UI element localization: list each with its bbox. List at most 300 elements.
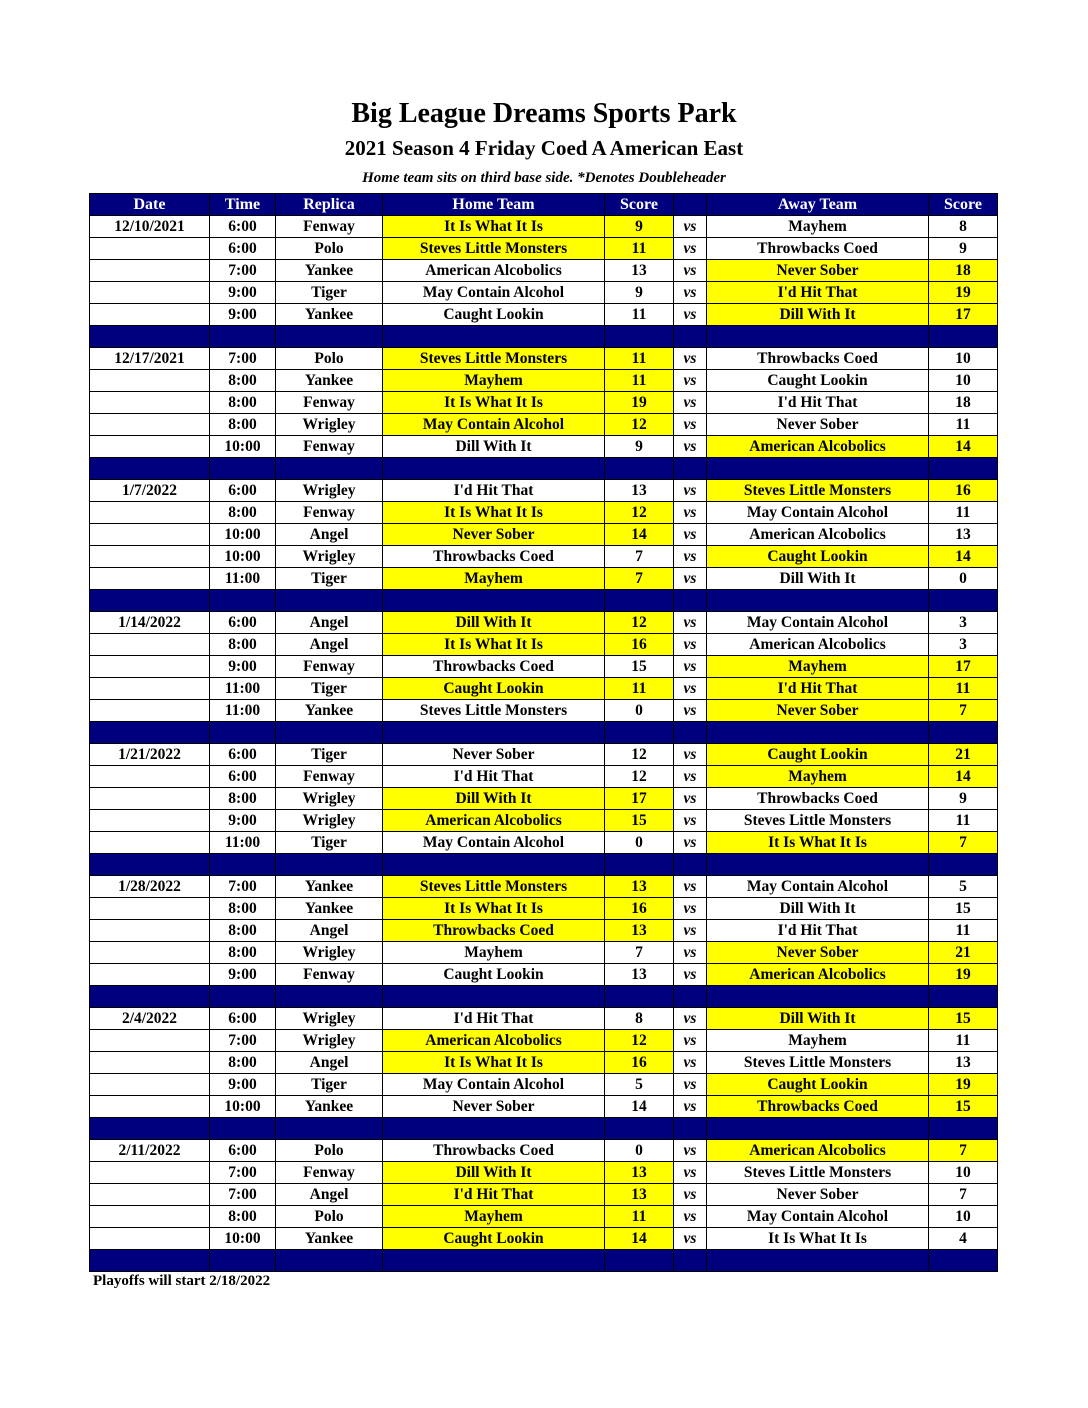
game-date xyxy=(90,370,210,392)
game-date xyxy=(90,1096,210,1118)
game-time: 8:00 xyxy=(210,942,276,964)
away-team: Throwbacks Coed xyxy=(707,348,929,370)
home-team: Steves Little Monsters xyxy=(383,348,605,370)
vs-label: vs xyxy=(674,238,707,260)
home-score: 11 xyxy=(605,238,674,260)
vs-label: vs xyxy=(674,634,707,656)
separator-cell xyxy=(707,590,929,612)
home-score: 15 xyxy=(605,656,674,678)
vs-label: vs xyxy=(674,1096,707,1118)
away-team: American Alcobolics xyxy=(707,524,929,546)
separator-cell xyxy=(605,458,674,480)
away-score: 10 xyxy=(929,1206,998,1228)
away-score: 15 xyxy=(929,898,998,920)
vs-label: vs xyxy=(674,370,707,392)
away-score: 9 xyxy=(929,788,998,810)
game-date xyxy=(90,238,210,260)
vs-label: vs xyxy=(674,788,707,810)
game-field: Angel xyxy=(276,1052,383,1074)
home-team: Dill With It xyxy=(383,788,605,810)
schedule-table xyxy=(89,193,998,1272)
home-team: Dill With It xyxy=(383,436,605,458)
home-team: American Alcobolics xyxy=(383,810,605,832)
game-field: Polo xyxy=(276,348,383,370)
game-field: Yankee xyxy=(276,1228,383,1250)
game-time: 6:00 xyxy=(210,1008,276,1030)
game-row xyxy=(90,1074,998,1096)
game-row xyxy=(90,1162,998,1184)
away-score: 16 xyxy=(929,480,998,502)
home-score: 14 xyxy=(605,1228,674,1250)
game-date: 1/21/2022 xyxy=(90,744,210,766)
game-time: 10:00 xyxy=(210,1096,276,1118)
vs-label: vs xyxy=(674,656,707,678)
away-team: Caught Lookin xyxy=(707,370,929,392)
home-score: 0 xyxy=(605,700,674,722)
away-score: 19 xyxy=(929,964,998,986)
separator-cell xyxy=(210,590,276,612)
separator-cell xyxy=(929,1250,998,1272)
game-row xyxy=(90,832,998,854)
game-date xyxy=(90,1162,210,1184)
game-row xyxy=(90,898,998,920)
game-row xyxy=(90,260,998,282)
away-score: 11 xyxy=(929,920,998,942)
away-team: American Alcobolics xyxy=(707,964,929,986)
home-score: 9 xyxy=(605,282,674,304)
separator-cell xyxy=(210,722,276,744)
away-team: Steves Little Monsters xyxy=(707,480,929,502)
home-team: Caught Lookin xyxy=(383,964,605,986)
home-team: Throwbacks Coed xyxy=(383,1140,605,1162)
home-score: 14 xyxy=(605,1096,674,1118)
game-field: Tiger xyxy=(276,568,383,590)
game-time: 11:00 xyxy=(210,832,276,854)
game-row xyxy=(90,502,998,524)
home-team: Caught Lookin xyxy=(383,678,605,700)
game-field: Tiger xyxy=(276,744,383,766)
vs-label: vs xyxy=(674,1052,707,1074)
game-row xyxy=(90,1008,998,1030)
game-date xyxy=(90,524,210,546)
game-row xyxy=(90,304,998,326)
game-date xyxy=(90,1052,210,1074)
home-score: 9 xyxy=(605,436,674,458)
game-row xyxy=(90,216,998,238)
game-time: 9:00 xyxy=(210,810,276,832)
separator-cell xyxy=(276,1250,383,1272)
home-score: 12 xyxy=(605,766,674,788)
away-team: American Alcobolics xyxy=(707,436,929,458)
home-score: 16 xyxy=(605,898,674,920)
game-row xyxy=(90,370,998,392)
game-field: Wrigley xyxy=(276,1030,383,1052)
game-field: Yankee xyxy=(276,876,383,898)
game-date xyxy=(90,678,210,700)
away-score: 4 xyxy=(929,1228,998,1250)
home-score: 14 xyxy=(605,524,674,546)
game-time: 8:00 xyxy=(210,920,276,942)
game-time: 7:00 xyxy=(210,348,276,370)
game-field: Yankee xyxy=(276,304,383,326)
away-team: Dill With It xyxy=(707,1008,929,1030)
week-separator-row xyxy=(90,1118,998,1140)
vs-label: vs xyxy=(674,678,707,700)
vs-label: vs xyxy=(674,920,707,942)
game-field: Polo xyxy=(276,238,383,260)
separator-cell xyxy=(707,326,929,348)
away-team: Never Sober xyxy=(707,700,929,722)
separator-cell xyxy=(707,458,929,480)
game-date xyxy=(90,414,210,436)
away-team: I'd Hit That xyxy=(707,282,929,304)
separator-cell xyxy=(383,326,605,348)
game-row xyxy=(90,942,998,964)
away-score: 7 xyxy=(929,832,998,854)
home-score: 19 xyxy=(605,392,674,414)
game-time: 11:00 xyxy=(210,568,276,590)
game-time: 7:00 xyxy=(210,1162,276,1184)
game-date xyxy=(90,546,210,568)
game-field: Fenway xyxy=(276,766,383,788)
game-field: Fenway xyxy=(276,964,383,986)
vs-label: vs xyxy=(674,1030,707,1052)
away-team: Mayhem xyxy=(707,656,929,678)
separator-cell xyxy=(674,590,707,612)
home-team: It Is What It Is xyxy=(383,216,605,238)
game-time: 9:00 xyxy=(210,304,276,326)
header-row xyxy=(90,194,998,216)
vs-label: vs xyxy=(674,1140,707,1162)
home-score: 12 xyxy=(605,1030,674,1052)
home-team: Never Sober xyxy=(383,744,605,766)
away-team: Throwbacks Coed xyxy=(707,1096,929,1118)
game-row xyxy=(90,348,998,370)
vs-label: vs xyxy=(674,898,707,920)
away-team: May Contain Alcohol xyxy=(707,1206,929,1228)
separator-cell xyxy=(210,1118,276,1140)
separator-cell xyxy=(929,590,998,612)
away-team: Dill With It xyxy=(707,568,929,590)
away-score: 11 xyxy=(929,414,998,436)
game-row xyxy=(90,700,998,722)
away-score: 15 xyxy=(929,1008,998,1030)
away-team: Mayhem xyxy=(707,766,929,788)
game-row xyxy=(90,788,998,810)
game-time: 6:00 xyxy=(210,216,276,238)
game-time: 6:00 xyxy=(210,238,276,260)
away-score: 14 xyxy=(929,436,998,458)
game-date: 2/4/2022 xyxy=(90,1008,210,1030)
game-time: 8:00 xyxy=(210,788,276,810)
separator-cell xyxy=(929,986,998,1008)
game-row xyxy=(90,964,998,986)
home-team: It Is What It Is xyxy=(383,1052,605,1074)
separator-cell xyxy=(674,722,707,744)
game-time: 8:00 xyxy=(210,1206,276,1228)
game-field: Fenway xyxy=(276,656,383,678)
vs-label: vs xyxy=(674,744,707,766)
game-field: Tiger xyxy=(276,1074,383,1096)
away-team: Never Sober xyxy=(707,260,929,282)
away-team: Caught Lookin xyxy=(707,744,929,766)
separator-cell xyxy=(674,326,707,348)
schedule-note: Home team sits on third base side. *Denotes Doubleheader xyxy=(362,170,726,186)
separator-cell xyxy=(929,722,998,744)
game-date xyxy=(90,260,210,282)
home-team: Mayhem xyxy=(383,1206,605,1228)
home-team: Caught Lookin xyxy=(383,304,605,326)
game-time: 11:00 xyxy=(210,700,276,722)
home-score: 8 xyxy=(605,1008,674,1030)
separator-cell xyxy=(90,458,210,480)
game-row xyxy=(90,920,998,942)
separator-cell xyxy=(210,458,276,480)
separator-cell xyxy=(276,590,383,612)
game-time: 10:00 xyxy=(210,546,276,568)
game-date xyxy=(90,436,210,458)
away-score: 5 xyxy=(929,876,998,898)
home-team: I'd Hit That xyxy=(383,766,605,788)
home-score: 16 xyxy=(605,634,674,656)
game-field: Angel xyxy=(276,634,383,656)
page-title: Big League Dreams Sports Park xyxy=(351,98,737,129)
separator-cell xyxy=(276,986,383,1008)
game-field: Fenway xyxy=(276,392,383,414)
separator-cell xyxy=(605,722,674,744)
game-row xyxy=(90,1228,998,1250)
vs-label: vs xyxy=(674,480,707,502)
game-field: Angel xyxy=(276,1184,383,1206)
game-time: 8:00 xyxy=(210,634,276,656)
game-field: Yankee xyxy=(276,898,383,920)
game-field: Fenway xyxy=(276,436,383,458)
away-team: American Alcobolics xyxy=(707,1140,929,1162)
game-row xyxy=(90,436,998,458)
separator-cell xyxy=(674,458,707,480)
home-team: Steves Little Monsters xyxy=(383,876,605,898)
separator-cell xyxy=(929,854,998,876)
home-score: 7 xyxy=(605,568,674,590)
game-time: 7:00 xyxy=(210,1184,276,1206)
vs-label: vs xyxy=(674,260,707,282)
separator-cell xyxy=(383,458,605,480)
separator-cell xyxy=(383,722,605,744)
game-date xyxy=(90,1184,210,1206)
home-team: It Is What It Is xyxy=(383,634,605,656)
game-date xyxy=(90,502,210,524)
separator-cell xyxy=(276,854,383,876)
vs-label: vs xyxy=(674,810,707,832)
game-row xyxy=(90,810,998,832)
separator-cell xyxy=(210,854,276,876)
game-row xyxy=(90,744,998,766)
game-time: 10:00 xyxy=(210,524,276,546)
home-team: Never Sober xyxy=(383,524,605,546)
game-row xyxy=(90,1206,998,1228)
game-row xyxy=(90,1140,998,1162)
game-time: 6:00 xyxy=(210,744,276,766)
game-time: 8:00 xyxy=(210,898,276,920)
vs-label: vs xyxy=(674,524,707,546)
game-date xyxy=(90,568,210,590)
away-score: 17 xyxy=(929,304,998,326)
home-score: 12 xyxy=(605,414,674,436)
home-team: It Is What It Is xyxy=(383,502,605,524)
game-time: 6:00 xyxy=(210,480,276,502)
game-date xyxy=(90,832,210,854)
game-row xyxy=(90,678,998,700)
game-row xyxy=(90,546,998,568)
separator-cell xyxy=(605,1118,674,1140)
game-row xyxy=(90,876,998,898)
away-team: I'd Hit That xyxy=(707,678,929,700)
game-field: Wrigley xyxy=(276,546,383,568)
separator-cell xyxy=(707,986,929,1008)
game-field: Wrigley xyxy=(276,810,383,832)
separator-cell xyxy=(276,1118,383,1140)
separator-cell xyxy=(674,986,707,1008)
away-score: 10 xyxy=(929,1162,998,1184)
game-date xyxy=(90,1228,210,1250)
away-score: 7 xyxy=(929,1184,998,1206)
home-score: 7 xyxy=(605,942,674,964)
away-score: 7 xyxy=(929,1140,998,1162)
home-score: 0 xyxy=(605,832,674,854)
home-score: 16 xyxy=(605,1052,674,1074)
away-team: Throwbacks Coed xyxy=(707,788,929,810)
game-time: 7:00 xyxy=(210,876,276,898)
home-team: Steves Little Monsters xyxy=(383,238,605,260)
game-date xyxy=(90,898,210,920)
game-time: 8:00 xyxy=(210,1052,276,1074)
game-field: Polo xyxy=(276,1140,383,1162)
game-field: Polo xyxy=(276,1206,383,1228)
away-score: 19 xyxy=(929,282,998,304)
game-field: Wrigley xyxy=(276,480,383,502)
separator-cell xyxy=(383,854,605,876)
game-time: 8:00 xyxy=(210,414,276,436)
separator-cell xyxy=(276,326,383,348)
game-time: 11:00 xyxy=(210,678,276,700)
game-date xyxy=(90,392,210,414)
home-team: It Is What It Is xyxy=(383,392,605,414)
game-field: Fenway xyxy=(276,502,383,524)
separator-cell xyxy=(383,986,605,1008)
game-row xyxy=(90,634,998,656)
away-score: 21 xyxy=(929,942,998,964)
game-field: Angel xyxy=(276,920,383,942)
game-time: 9:00 xyxy=(210,282,276,304)
separator-cell xyxy=(90,590,210,612)
game-time: 8:00 xyxy=(210,392,276,414)
away-team: Caught Lookin xyxy=(707,1074,929,1096)
away-team: Throwbacks Coed xyxy=(707,238,929,260)
separator-cell xyxy=(605,854,674,876)
game-date: 12/10/2021 xyxy=(90,216,210,238)
home-team: Throwbacks Coed xyxy=(383,656,605,678)
game-field: Yankee xyxy=(276,1096,383,1118)
vs-label: vs xyxy=(674,304,707,326)
game-row xyxy=(90,238,998,260)
away-score: 11 xyxy=(929,502,998,524)
home-team: I'd Hit That xyxy=(383,480,605,502)
separator-cell xyxy=(276,722,383,744)
home-team: Never Sober xyxy=(383,1096,605,1118)
home-score: 11 xyxy=(605,370,674,392)
separator-cell xyxy=(90,854,210,876)
away-score: 8 xyxy=(929,216,998,238)
home-team: May Contain Alcohol xyxy=(383,414,605,436)
vs-label: vs xyxy=(674,1206,707,1228)
vs-label: vs xyxy=(674,282,707,304)
game-field: Angel xyxy=(276,612,383,634)
home-score: 13 xyxy=(605,1162,674,1184)
away-team: Dill With It xyxy=(707,304,929,326)
game-time: 6:00 xyxy=(210,612,276,634)
away-score: 3 xyxy=(929,612,998,634)
away-score: 17 xyxy=(929,656,998,678)
vs-label: vs xyxy=(674,392,707,414)
away-team: Never Sober xyxy=(707,942,929,964)
vs-label: vs xyxy=(674,1074,707,1096)
home-team: Mayhem xyxy=(383,370,605,392)
game-field: Tiger xyxy=(276,832,383,854)
home-score: 7 xyxy=(605,546,674,568)
vs-label: vs xyxy=(674,1008,707,1030)
game-date xyxy=(90,634,210,656)
vs-label: vs xyxy=(674,876,707,898)
week-separator-row xyxy=(90,326,998,348)
game-field: Tiger xyxy=(276,282,383,304)
away-score: 7 xyxy=(929,700,998,722)
separator-cell xyxy=(276,458,383,480)
game-field: Tiger xyxy=(276,678,383,700)
home-team: Dill With It xyxy=(383,612,605,634)
column-header-away-score: Score xyxy=(929,194,998,216)
separator-cell xyxy=(707,1118,929,1140)
home-score: 5 xyxy=(605,1074,674,1096)
separator-cell xyxy=(605,590,674,612)
game-date xyxy=(90,766,210,788)
game-time: 10:00 xyxy=(210,1228,276,1250)
vs-label: vs xyxy=(674,546,707,568)
home-team: May Contain Alcohol xyxy=(383,832,605,854)
game-field: Wrigley xyxy=(276,1008,383,1030)
away-team: Mayhem xyxy=(707,216,929,238)
home-score: 0 xyxy=(605,1140,674,1162)
game-field: Yankee xyxy=(276,260,383,282)
home-team: American Alcobolics xyxy=(383,260,605,282)
away-score: 14 xyxy=(929,546,998,568)
game-row xyxy=(90,1096,998,1118)
separator-cell xyxy=(90,986,210,1008)
away-score: 18 xyxy=(929,260,998,282)
game-row xyxy=(90,612,998,634)
home-team: Mayhem xyxy=(383,942,605,964)
vs-label: vs xyxy=(674,766,707,788)
away-team: It Is What It Is xyxy=(707,832,929,854)
vs-label: vs xyxy=(674,1162,707,1184)
game-date xyxy=(90,964,210,986)
separator-cell xyxy=(929,458,998,480)
game-date xyxy=(90,656,210,678)
away-team: I'd Hit That xyxy=(707,920,929,942)
game-date xyxy=(90,700,210,722)
game-row xyxy=(90,414,998,436)
vs-label: vs xyxy=(674,414,707,436)
game-field: Fenway xyxy=(276,216,383,238)
